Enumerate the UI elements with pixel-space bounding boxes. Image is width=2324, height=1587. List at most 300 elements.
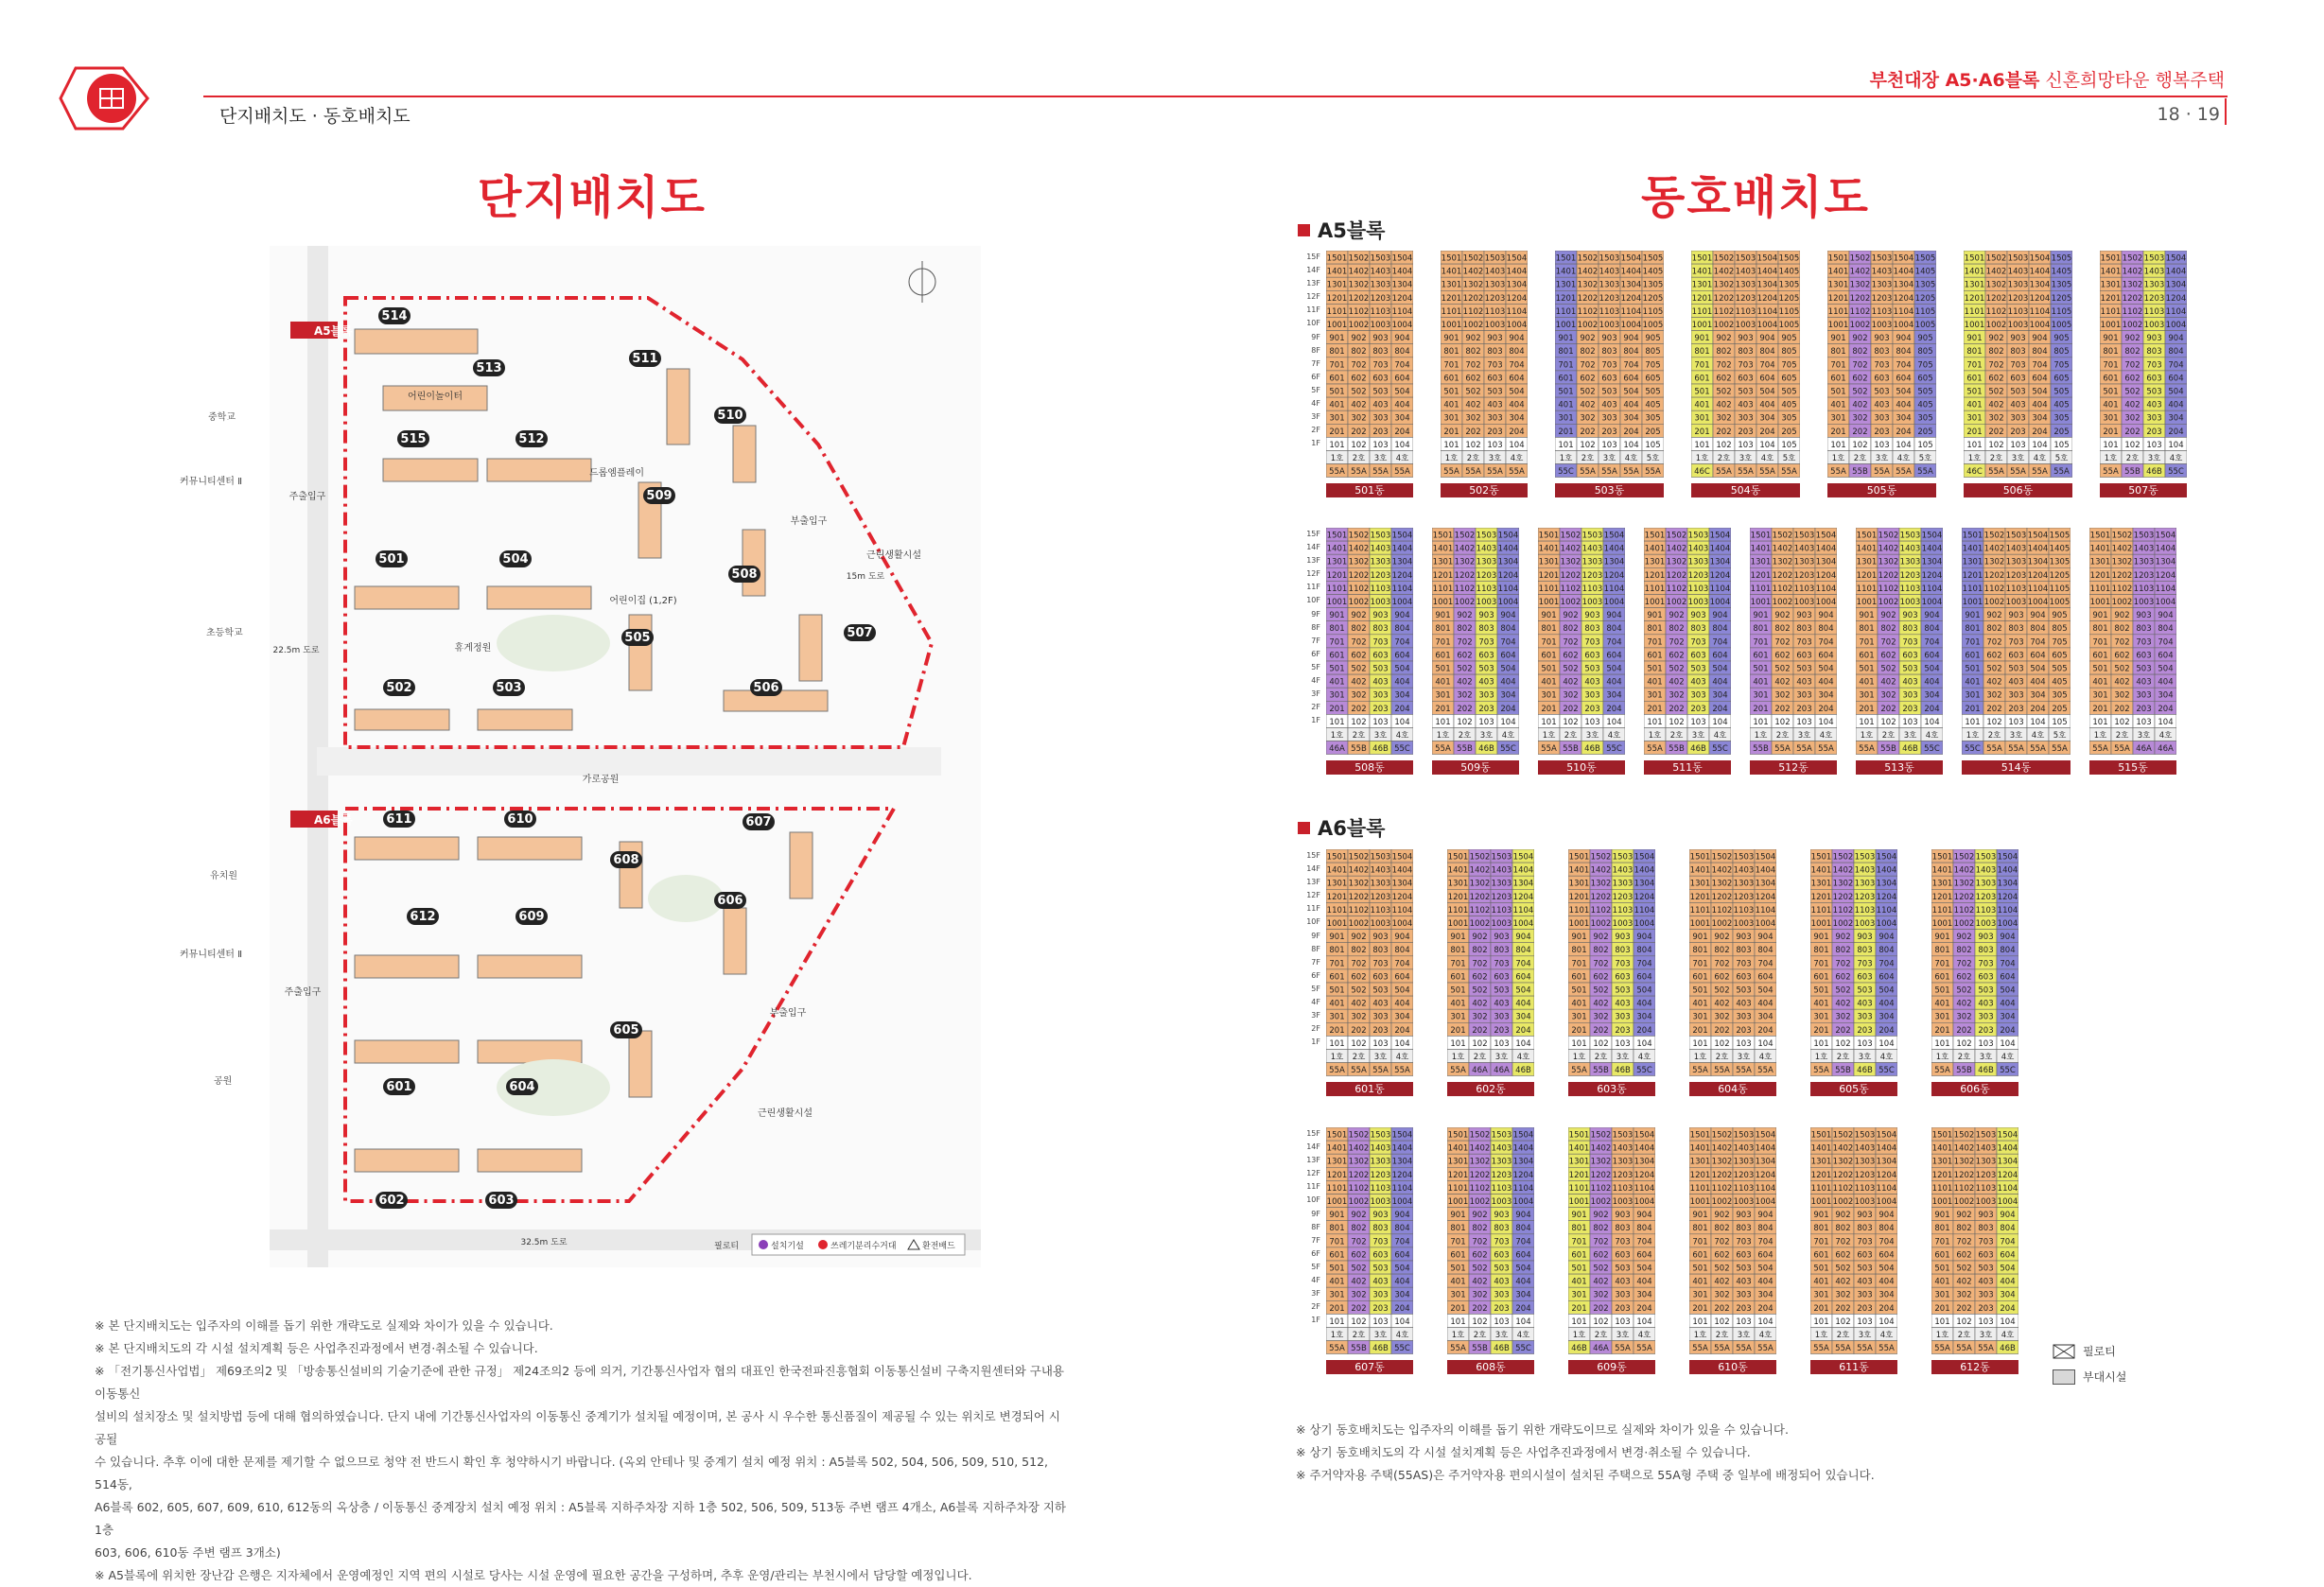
unit-number: 203 [1902, 704, 1918, 714]
line-number: 3호 [1858, 1331, 1872, 1340]
unit-number: 1302 [1348, 1157, 1370, 1167]
unit-number: 1401 [1856, 544, 1878, 554]
unit-number: 103 [1690, 717, 1706, 727]
building-607동 [1326, 1127, 1413, 1373]
unit-number: 1104 [1876, 905, 1897, 916]
unit-number: 1401 [1326, 1143, 1348, 1154]
unit-number: 1101 [1810, 905, 1832, 916]
unit-type: 46B [1978, 1066, 1994, 1075]
unit-number: 503 [1372, 664, 1389, 674]
unit-number: 104 [2030, 717, 2046, 727]
unit-number: 204 [2030, 704, 2046, 714]
unit-number: 702 [1835, 959, 1851, 969]
unit-number: 1503 [1370, 852, 1391, 863]
unit-number: 904 [1509, 334, 1525, 344]
svg-text:608: 608 [613, 853, 639, 867]
unit-type: 55A [1757, 1066, 1774, 1075]
unit-number: 1201 [1326, 570, 1348, 581]
unit-number: 503 [1796, 664, 1812, 674]
unit-number: 101 [1965, 717, 1981, 727]
unit-number: 501 [1859, 664, 1875, 674]
unit-type: 55A [1934, 1344, 1950, 1353]
unit-number: 1101 [1750, 584, 1772, 594]
unit-number: 502 [1563, 664, 1579, 674]
unit-number: 402 [1457, 677, 1473, 688]
unit-number: 1303 [1733, 879, 1755, 889]
unit-number: 1102 [1348, 306, 1370, 317]
unit-number: 1502 [1711, 1130, 1733, 1141]
unit-type: 55A [1372, 467, 1389, 477]
legend-pilotis: 필로티 [2083, 1345, 2116, 1358]
unit-number: 401 [1647, 677, 1663, 688]
unit-number: 1004 [2155, 598, 2176, 607]
unit-number: 1002 [1469, 1197, 1491, 1207]
unit-number: 602 [1716, 374, 1732, 384]
unit-number: 205 [2053, 427, 2070, 437]
unit-number: 705 [1645, 360, 1661, 371]
unit-number: 1501 [1538, 531, 1560, 541]
svg-text:515: 515 [400, 432, 427, 446]
unit-number: 403 [1372, 677, 1389, 688]
unit-number: 1302 [1713, 280, 1735, 290]
unit-number: 301 [1450, 1012, 1466, 1022]
unit-number: 1002 [1878, 598, 1899, 607]
unit-number: 1402 [1953, 1143, 1975, 1154]
unit-number: 602 [1956, 1250, 1972, 1261]
line-number: 1호 [1860, 731, 1874, 741]
unit-number: 503 [1738, 387, 1754, 397]
unit-number: 604 [1878, 972, 1895, 983]
unit-number: 1002 [1772, 598, 1793, 607]
unit-number: 601 [1830, 374, 1846, 384]
unit-number: 603 [1487, 374, 1503, 384]
unit-number: 1301 [1691, 280, 1713, 290]
unit-number: 1102 [1590, 905, 1612, 916]
sp-lg2: 쓰레기분리수거대 [830, 1242, 897, 1251]
unit-number: 1404 [2155, 544, 2176, 554]
unit-number: 1501 [1856, 531, 1878, 541]
unit-number: 301 [1443, 413, 1459, 424]
unit-number: 901 [1443, 334, 1459, 344]
unit-number: 1003 [1854, 1197, 1876, 1207]
unit-number: 805 [1917, 347, 1933, 358]
unit-number: 401 [1435, 677, 1451, 688]
unit-number: 702 [1880, 637, 1896, 648]
unit-number: 604 [1636, 1250, 1652, 1261]
line-number: 1호 [2093, 731, 2107, 741]
unit-number: 901 [1329, 611, 1345, 621]
unit-number: 501 [1830, 387, 1846, 397]
unit-number: 804 [1757, 1224, 1774, 1234]
sp-main2: 주출입구 [284, 987, 322, 998]
unit-type: 55A [1435, 744, 1451, 754]
unit-number: 1004 [1755, 919, 1776, 929]
unit-number: 403 [1478, 677, 1494, 688]
unit-number: 1002 [1469, 919, 1491, 929]
unit-number: 1103 [1854, 1183, 1876, 1194]
unit-number: 402 [1880, 677, 1896, 688]
unit-number: 403 [1372, 400, 1389, 410]
unit-number: 601 [1435, 651, 1451, 661]
svg-text:506: 506 [753, 681, 779, 695]
unit-number: 703 [1487, 360, 1503, 371]
unit-type: 55A [1351, 1066, 1367, 1075]
unit-number: 903 [1372, 1211, 1389, 1221]
unit-number: 1503 [2005, 531, 2027, 541]
unit-number: 1302 [1454, 557, 1476, 567]
unit-number: 1102 [1577, 306, 1599, 317]
unit-number: 402 [1580, 400, 1596, 410]
unit-number: 604 [1394, 972, 1410, 983]
unit-number: 1301 [1689, 1157, 1711, 1167]
unit-number: 302 [1880, 690, 1896, 701]
unit-number: 1003 [2143, 321, 2165, 330]
unit-number: 1102 [1560, 584, 1581, 594]
unit-number: 502 [1714, 1264, 1730, 1274]
unit-number: 1202 [2122, 293, 2143, 304]
unit-type: 55A [2092, 744, 2108, 754]
unit-number: 1404 [1634, 1143, 1655, 1154]
unit-type: 55B [1351, 1344, 1367, 1353]
unit-type: 55A [2030, 744, 2046, 754]
unit-number: 401 [1329, 999, 1345, 1009]
unit-number: 1202 [1462, 293, 1484, 304]
unit-number: 1101 [1326, 905, 1348, 916]
building-label: 604동 [1689, 1082, 1776, 1096]
unit-number: 1203 [1370, 1170, 1391, 1180]
unit-number: 903 [1494, 933, 1510, 943]
unit-number: 902 [1593, 933, 1609, 943]
unit-number: 1402 [1348, 1143, 1370, 1154]
unit-number: 204 [1636, 1303, 1652, 1314]
unit-number: 1501 [1691, 253, 1713, 264]
unit-number: 201 [1329, 1025, 1345, 1036]
unit-number: 103 [1478, 717, 1494, 727]
unit-number: 1004 [1391, 1197, 1413, 1207]
unit-number: 901 [1859, 611, 1875, 621]
unit-number: 102 [1835, 1317, 1851, 1327]
unit-number: 504 [1636, 985, 1652, 996]
unit-number: 1402 [1983, 544, 2005, 554]
building-label: 612동 [1931, 1360, 2018, 1374]
unit-number: 1404 [1391, 267, 1413, 277]
line-number: 1호 [1695, 454, 1709, 463]
unit-number: 901 [1571, 933, 1587, 943]
unit-type: 55A [1874, 467, 1890, 477]
line-number: 2호 [1957, 1331, 1971, 1340]
unit-type: 46C [1694, 467, 1710, 477]
line-number: 3호 [1739, 454, 1753, 463]
unit-number: 304 [2168, 413, 2184, 424]
building-label: 514동 [1962, 760, 2071, 775]
svg-text:605: 605 [613, 1023, 639, 1038]
unit-number: 901 [1558, 334, 1574, 344]
svg-text:508: 508 [731, 567, 758, 582]
unit-number: 603 [1372, 651, 1389, 661]
unit-number: 701 [1329, 360, 1345, 371]
line-number: 1호 [1966, 731, 1980, 741]
unit-number: 904 [2158, 611, 2174, 621]
unit-type: 46B [1584, 744, 1600, 754]
unit-number: 702 [1669, 637, 1685, 648]
line-number: 1호 [1330, 1331, 1344, 1340]
unit-number: 102 [1669, 717, 1685, 727]
unit-number: 1001 [1931, 919, 1953, 929]
unit-number: 704 [1924, 637, 1940, 648]
unit-number: 1503 [1854, 1130, 1876, 1141]
unit-number: 803 [1874, 347, 1890, 358]
line-number: 3호 [1488, 454, 1502, 463]
unit-number: 203 [2008, 704, 2024, 714]
unit-number: 903 [1615, 1211, 1631, 1221]
unit-number: 301 [2092, 690, 2108, 701]
unit-number: 601 [1965, 651, 1981, 661]
unit-number: 1303 [1491, 1157, 1512, 1167]
sp-main1: 주출입구 [288, 492, 326, 502]
unit-number: 905 [2053, 334, 2070, 344]
building-label: 605동 [1810, 1082, 1897, 1096]
line-number: 2호 [1352, 1331, 1366, 1340]
unit-number: 502 [1774, 664, 1791, 674]
unit-number: 1403 [1854, 1143, 1876, 1154]
line-number: 4호 [1395, 1053, 1409, 1062]
unit-number: 101 [1329, 1317, 1345, 1327]
unit-number: 102 [1774, 717, 1791, 727]
unit-number: 1103 [1370, 905, 1391, 916]
unit-number: 404 [1515, 999, 1531, 1009]
line-number: 1호 [1754, 731, 1768, 741]
unit-number: 601 [1692, 1250, 1708, 1261]
unit-number: 1003 [1370, 1197, 1391, 1207]
unit-number: 804 [1394, 347, 1410, 358]
unit-number: 504 [1509, 387, 1525, 397]
unit-number: 1403 [2133, 544, 2155, 554]
unit-number: 701 [1329, 637, 1345, 648]
line-number: 2호 [1458, 731, 1472, 741]
unit-number: 403 [2008, 677, 2024, 688]
unit-number: 503 [1372, 1264, 1389, 1274]
svg-text:510: 510 [717, 409, 743, 423]
unit-number: 101 [1571, 1038, 1587, 1049]
unit-number: 1204 [1497, 570, 1519, 581]
unit-number: 1103 [1612, 905, 1634, 916]
unit-number: 1505 [1914, 253, 1936, 264]
unit-number: 101 [1753, 717, 1769, 727]
line-number: 2호 [1717, 454, 1731, 463]
unit-number: 1203 [1370, 892, 1391, 902]
unit-type: 46B [1372, 1344, 1389, 1353]
unit-number: 702 [1835, 1237, 1851, 1247]
unit-number: 204 [1394, 704, 1410, 714]
unit-number: 1402 [1713, 267, 1735, 277]
unit-number: 601 [1694, 374, 1710, 384]
unit-number: 104 [2000, 1317, 2016, 1327]
unit-number: 1405 [1914, 267, 1936, 277]
unit-number: 404 [2030, 677, 2046, 688]
unit-number: 402 [1774, 677, 1791, 688]
unit-number: 402 [1835, 999, 1851, 1009]
unit-number: 1002 [1953, 1197, 1975, 1207]
label-park: 공원 [214, 1076, 233, 1087]
svg-text:501: 501 [378, 552, 405, 567]
building-label: 502동 [1441, 483, 1528, 497]
unit-number: 801 [1329, 347, 1345, 358]
unit-number: 1402 [1348, 865, 1370, 876]
unit-number: 1504 [1709, 531, 1731, 541]
unit-number: 704 [1878, 959, 1895, 969]
unit-number: 1102 [1713, 306, 1735, 317]
unit-number: 404 [1623, 400, 1639, 410]
unit-number: 1404 [1603, 544, 1625, 554]
unit-number: 305 [1645, 413, 1661, 424]
unit-number: 304 [1515, 1290, 1531, 1300]
note-line: ※ 주거약자용 주택(55AS)은 주거약자용 편의시설이 설치된 주택으로 55A형 주택 중 일부에 배정되어 있습니다. [1296, 1468, 1875, 1482]
unit-number: 1503 [1491, 1130, 1512, 1141]
unit-number: 1502 [1983, 531, 2005, 541]
unit-number: 1301 [1447, 1157, 1469, 1167]
unit-number: 603 [1494, 972, 1510, 983]
unit-number: 1201 [1689, 892, 1711, 902]
unit-number: 501 [1443, 387, 1459, 397]
unit-number: 1201 [1856, 570, 1878, 581]
unit-number: 1305 [2051, 280, 2072, 290]
unit-number: 1101 [2100, 306, 2122, 317]
unit-type: 55A [1714, 1344, 1730, 1353]
unit-number: 1104 [2027, 584, 2049, 594]
unit-number: 502 [1852, 387, 1868, 397]
unit-number: 902 [1880, 611, 1896, 621]
unit-number: 1001 [1827, 321, 1849, 330]
unit-number: 703 [1615, 1237, 1631, 1247]
unit-number: 405 [1917, 400, 1933, 410]
unit-number: 504 [1636, 1264, 1652, 1274]
unit-number: 104 [1394, 717, 1410, 727]
unit-number: 602 [1472, 972, 1488, 983]
logo-icon [57, 59, 155, 138]
unit-number: 1204 [1876, 1170, 1897, 1180]
unit-number: 101 [1435, 717, 1451, 727]
unit-number: 801 [1571, 1224, 1587, 1234]
unit-number: 503 [1978, 985, 1994, 996]
unit-number: 1203 [1899, 570, 1921, 581]
unit-number: 603 [1584, 651, 1600, 661]
line-number: 2호 [1881, 731, 1896, 741]
note-line: 603, 606, 610동 주변 램프 3개소) [95, 1545, 281, 1560]
unit-number: 101 [1934, 1317, 1950, 1327]
unit-number: 402 [1716, 400, 1732, 410]
unit-number: 1101 [1827, 306, 1849, 317]
unit-number: 402 [1714, 999, 1730, 1009]
unit-number: 902 [1956, 933, 1972, 943]
unit-type: 46A [1593, 1344, 1609, 1353]
unit-number: 1501 [1689, 852, 1711, 863]
unit-number: 402 [1351, 999, 1367, 1009]
unit-number: 1002 [1348, 321, 1370, 330]
unit-number: 301 [1934, 1012, 1950, 1022]
unit-number: 301 [1966, 413, 1983, 424]
unit-number: 302 [1593, 1012, 1609, 1022]
unit-number: 101 [1694, 440, 1710, 450]
unit-number: 301 [1435, 690, 1451, 701]
unit-number: 203 [1372, 1303, 1389, 1314]
unit-number: 505 [1781, 387, 1797, 397]
unit-number: 403 [1857, 1277, 1873, 1287]
building-512동 [1750, 528, 1837, 774]
unit-type: 55A [1956, 1344, 1972, 1353]
line-number: 4호 [1624, 454, 1638, 463]
unit-number: 304 [1924, 690, 1940, 701]
unit-number: 1204 [1512, 1170, 1534, 1180]
unit-number: 1304 [1603, 557, 1625, 567]
unit-number: 1403 [1975, 1143, 1997, 1154]
unit-number: 1501 [1447, 1130, 1469, 1141]
unit-number: 1104 [1921, 584, 1943, 594]
unit-number: 802 [2114, 624, 2130, 635]
unit-type: 55C [1965, 744, 1981, 754]
unit-number: 901 [1450, 1211, 1466, 1221]
unit-number: 802 [1716, 347, 1732, 358]
unit-number: 401 [1753, 677, 1769, 688]
unit-number: 1102 [1832, 1183, 1854, 1194]
unit-number: 602 [1593, 1250, 1609, 1261]
unit-number: 501 [1813, 985, 1829, 996]
unit-number: 1204 [1620, 293, 1642, 304]
unit-number: 1204 [2029, 293, 2051, 304]
unit-number: 904 [1500, 611, 1516, 621]
unit-type: 55A [1878, 1344, 1895, 1353]
unit-number: 902 [1714, 933, 1730, 943]
unit-number: 1502 [1953, 1130, 1975, 1141]
page-numbers: 18 · 19 [2157, 104, 2220, 125]
line-number: 3호 [1616, 1331, 1630, 1340]
unit-number: 401 [1443, 400, 1459, 410]
unit-number: 1201 [1555, 293, 1577, 304]
unit-number: 803 [1615, 946, 1631, 956]
unit-number: 403 [1601, 400, 1617, 410]
unit-number: 1002 [1711, 919, 1733, 929]
unit-number: 1402 [1577, 267, 1599, 277]
unit-number: 1102 [2122, 306, 2143, 317]
unit-number: 503 [2010, 387, 2026, 397]
unit-number: 703 [1584, 637, 1600, 648]
unit-number: 803 [1978, 1224, 1994, 1234]
unit-number: 1304 [1391, 1157, 1413, 1167]
unit-number: 1004 [1997, 919, 2018, 929]
line-number: 4호 [1879, 1331, 1894, 1340]
building-505동 [1827, 251, 1936, 497]
unit-number: 1402 [1772, 544, 1793, 554]
unit-number: 802 [1852, 347, 1868, 358]
unit-number: 1101 [1568, 905, 1590, 916]
unit-number: 402 [1956, 999, 1972, 1009]
unit-number: 1103 [2133, 584, 2155, 594]
unit-number: 402 [1351, 400, 1367, 410]
line-number: 2호 [2125, 454, 2140, 463]
unit-number: 503 [1494, 985, 1510, 996]
unit-number: 1101 [1441, 306, 1462, 317]
unit-number: 802 [1580, 347, 1596, 358]
unit-number: 1102 [1985, 306, 2007, 317]
unit-number: 901 [1692, 933, 1708, 943]
unit-number: 804 [1757, 946, 1774, 956]
unit-number: 202 [1669, 704, 1685, 714]
unit-number: 1005 [1914, 321, 1936, 330]
unit-number: 201 [1329, 704, 1345, 714]
building-514동 [1962, 528, 2071, 774]
unit-number: 1203 [1733, 1170, 1755, 1180]
unit-number: 802 [1351, 624, 1367, 635]
unit-number: 203 [1372, 427, 1389, 437]
